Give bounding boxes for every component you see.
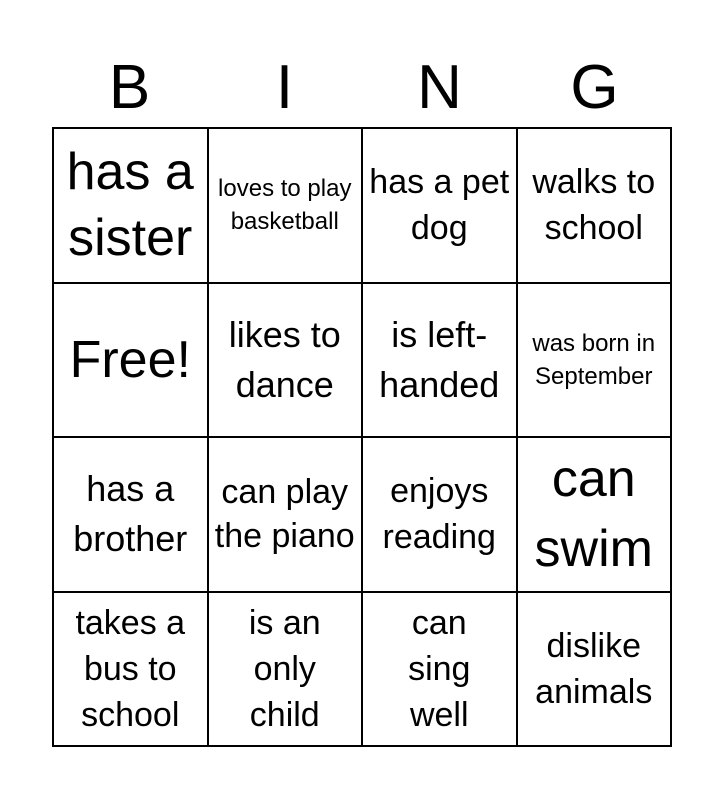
header-letter-g: G: [570, 53, 619, 122]
header-letter-b: B: [108, 53, 151, 122]
bingo-cell-r2c2[interactable]: [208, 283, 363, 438]
cell-text: likes to dance: [228, 313, 341, 405]
cell-text: can sing well: [408, 603, 471, 734]
bingo-cell-r4c1[interactable]: [53, 592, 208, 747]
bingo-cell-r1c2[interactable]: [208, 128, 363, 283]
cell-text: loves to play basketball: [218, 175, 352, 236]
cell-text: is left-handed: [379, 313, 500, 405]
bingo-cell-r2c4[interactable]: [517, 283, 672, 438]
cell-text: was born in September: [532, 329, 656, 390]
cell-text: can play the piano: [214, 473, 355, 556]
bingo-cell-r1c4[interactable]: [517, 128, 672, 283]
bingo-header: [52, 50, 672, 126]
bingo-cell-r3c2[interactable]: [208, 437, 363, 592]
cell-text: is an only child: [248, 603, 321, 734]
bingo-cell-r4c2[interactable]: [208, 592, 363, 747]
bingo-cell-r1c3[interactable]: [362, 128, 517, 283]
cell-text: dislike animals: [535, 626, 653, 711]
cell-text: walks to school: [532, 163, 656, 248]
cell-text: Free!: [69, 330, 191, 389]
cell-text: takes a bus to school: [75, 603, 186, 734]
bingo-cell-r1c1[interactable]: [53, 128, 208, 283]
bingo-cell-r4c3[interactable]: [362, 592, 517, 747]
cell-text: has a sister: [66, 143, 194, 268]
cell-text: has a brother: [73, 468, 188, 560]
bingo-cell-r3c1[interactable]: [53, 437, 208, 592]
bingo-cell-r4c4[interactable]: [517, 592, 672, 747]
bingo-cell-r2c1[interactable]: [53, 283, 208, 438]
cell-text: has a pet dog: [369, 163, 510, 248]
bingo-grid: [52, 127, 672, 747]
bingo-cell-r3c3[interactable]: [362, 437, 517, 592]
bingo-cell-r2c3[interactable]: [362, 283, 517, 438]
cell-text: can swim: [534, 450, 653, 579]
header-letter-i: I: [275, 53, 294, 122]
header-letter-n: N: [417, 53, 462, 122]
cell-text: enjoys reading: [382, 472, 496, 557]
bingo-cell-r3c4[interactable]: [517, 437, 672, 592]
